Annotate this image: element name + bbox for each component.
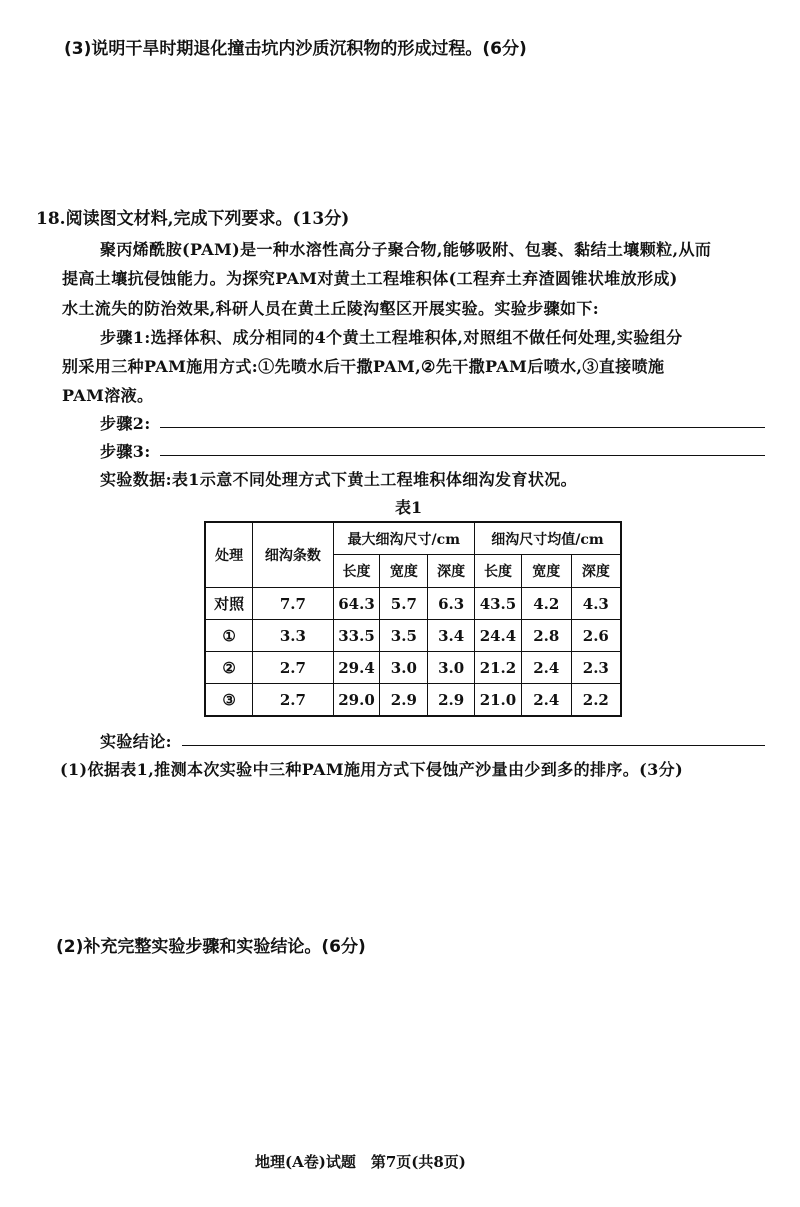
cell-value: 21.0	[475, 684, 522, 717]
intro-line-3: 水土流失的防治效果,科研人员在黄土丘陵沟壑区开展实验。实验步骤如下:	[62, 299, 600, 318]
cell-value: 4.3	[571, 588, 621, 620]
cell-value: 2.6	[571, 620, 621, 652]
page-footer: 地理(A卷)试题 第7页(共8页)	[255, 1153, 466, 1171]
cell-treatment: 对照	[205, 588, 253, 620]
step1-line-3: PAM溶液。	[62, 386, 154, 405]
data-table	[204, 521, 622, 717]
subheader-mean-depth: 深度	[571, 555, 621, 588]
cell-value: 21.2	[475, 652, 522, 684]
cell-value: 3.4	[428, 620, 475, 652]
cell-value: 64.3	[333, 588, 380, 620]
data-intro: 实验数据:表1示意不同处理方式下黄土工程堆积体细沟发育状况。	[100, 470, 578, 489]
subheader-mean-length: 长度	[475, 555, 522, 588]
table-row	[205, 588, 621, 620]
header-group-max: 最大细沟尺寸/cm	[333, 522, 474, 555]
conclusion-answer-line[interactable]	[182, 745, 765, 746]
step1-line-2: 别采用三种PAM施用方式:①先喷水后干撒PAM,②先干撒PAM后喷水,③直接喷施	[62, 357, 665, 376]
header-group-mean: 细沟尺寸均值/cm	[475, 522, 621, 555]
cell-value: 3.5	[380, 620, 428, 652]
step3-answer-line[interactable]	[160, 455, 765, 456]
cell-value: 43.5	[475, 588, 522, 620]
cell-value: 5.7	[380, 588, 428, 620]
cell-value: 29.4	[333, 652, 380, 684]
cell-value: 33.5	[333, 620, 380, 652]
cell-treatment: ①	[205, 620, 253, 652]
cell-count: 7.7	[253, 588, 333, 620]
cell-value: 2.8	[521, 620, 571, 652]
cell-count: 2.7	[253, 652, 333, 684]
step3-label: 步骤3:	[100, 442, 151, 461]
subheader-mean-width: 宽度	[521, 555, 571, 588]
cell-value: 29.0	[333, 684, 380, 717]
cell-treatment: ③	[205, 684, 253, 717]
prev-question-sub3: (3)说明干旱时期退化撞击坑内沙质沉积物的形成过程。(6分)	[64, 39, 527, 59]
conclusion-label: 实验结论:	[100, 732, 172, 751]
cell-value: 24.4	[475, 620, 522, 652]
cell-value: 2.4	[521, 684, 571, 717]
cell-value: 4.2	[521, 588, 571, 620]
header-count: 细沟条数	[253, 522, 333, 588]
cell-value: 3.0	[380, 652, 428, 684]
cell-count: 3.3	[253, 620, 333, 652]
question-18-header: 18.阅读图文材料,完成下列要求。(13分)	[36, 209, 350, 229]
subheader-max-depth: 深度	[428, 555, 475, 588]
cell-value: 6.3	[428, 588, 475, 620]
step2-label: 步骤2:	[100, 414, 151, 433]
step2-answer-line[interactable]	[160, 427, 765, 428]
table-row	[205, 620, 621, 652]
cell-value: 3.0	[428, 652, 475, 684]
subheader-max-length: 长度	[333, 555, 380, 588]
intro-line-1: 聚丙烯酰胺(PAM)是一种水溶性高分子聚合物,能够吸附、包裹、黏结土壤颗粒,从而	[100, 240, 712, 259]
table-caption: 表1	[395, 498, 423, 517]
table-row	[205, 652, 621, 684]
cell-value: 2.2	[571, 684, 621, 717]
table-row	[205, 684, 621, 717]
header-treatment: 处理	[205, 522, 253, 588]
cell-count: 2.7	[253, 684, 333, 717]
intro-line-2: 提高土壤抗侵蚀能力。为探究PAM对黄土工程堆积体(工程弃土弃渣圆锥状堆放形成)	[62, 269, 678, 288]
cell-value: 2.4	[521, 652, 571, 684]
step1-line-1: 步骤1:选择体积、成分相同的4个黄土工程堆积体,对照组不做任何处理,实验组分	[100, 328, 683, 347]
cell-value: 2.3	[571, 652, 621, 684]
subheader-max-width: 宽度	[380, 555, 428, 588]
cell-value: 2.9	[380, 684, 428, 717]
cell-treatment: ②	[205, 652, 253, 684]
sub-question-1: (1)依据表1,推测本次实验中三种PAM施用方式下侵蚀产沙量由少到多的排序。(3分)	[60, 760, 684, 779]
cell-value: 2.9	[428, 684, 475, 717]
sub-question-2: (2)补充完整实验步骤和实验结论。(6分)	[56, 937, 366, 957]
